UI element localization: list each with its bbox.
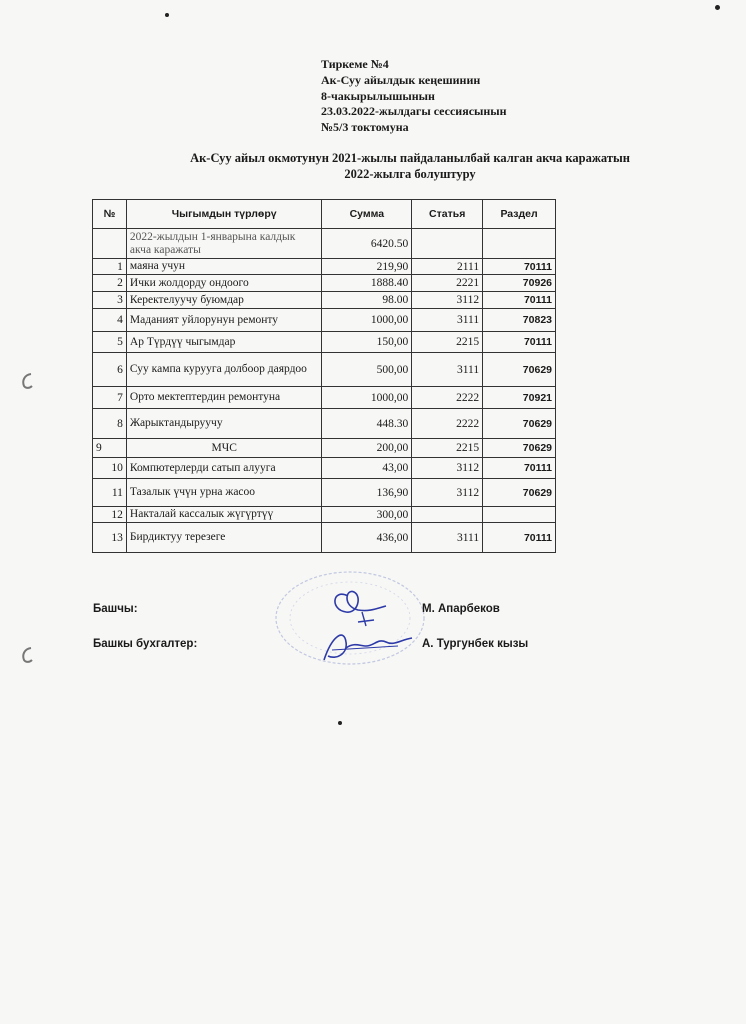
cell-section: 70111 [483, 259, 556, 275]
scan-speck [165, 13, 169, 17]
table-row [93, 409, 556, 439]
cell-sum: 6420.50 [322, 229, 412, 259]
cell-no: 2 [93, 275, 127, 292]
cell-article: 2215 [412, 332, 483, 353]
cell-section: 70629 [483, 409, 556, 439]
table-row [93, 523, 556, 553]
table-header-row [93, 200, 556, 229]
cell-sum: 219,90 [322, 259, 412, 275]
cell-section: 70629 [483, 353, 556, 387]
punch-hole-mark-icon [20, 646, 34, 664]
cell-no: 1 [93, 259, 127, 275]
document-title [95, 150, 725, 182]
cell-type: Керектелуучу буюмдар [126, 292, 322, 309]
cell-sum: 1888.40 [322, 275, 412, 292]
table-row [93, 479, 556, 507]
cell-sum: 43,00 [322, 458, 412, 479]
head-name: М. Апарбеков [422, 603, 500, 615]
column-header-no: № [93, 200, 127, 229]
document-title-line-1: Ак-Суу айыл окмотунун 2021-жылы пайдаланылбай калган акча каражатын [190, 151, 630, 165]
cell-section: 70111 [483, 523, 556, 553]
cell-sum: 150,00 [322, 332, 412, 353]
cell-type: маяна учун [126, 259, 322, 275]
cell-no: 6 [93, 353, 127, 387]
cell-no: 13 [93, 523, 127, 553]
cell-sum: 436,00 [322, 523, 412, 553]
cell-type: Маданият уйлорунун ремонту [126, 309, 322, 332]
cell-article: 2215 [412, 439, 483, 458]
cell-type: Бирдиктуу терезеге [126, 523, 322, 553]
allocation-table [92, 199, 556, 553]
cell-section: 70823 [483, 309, 556, 332]
cell-no: 4 [93, 309, 127, 332]
cell-type: МЧС [126, 439, 322, 458]
cell-section: 70629 [483, 479, 556, 507]
cell-type: 2022-жылдын 1-январына калдык акча каражаты [126, 229, 322, 259]
cell-sum: 200,00 [322, 439, 412, 458]
cell-no: 3 [93, 292, 127, 309]
scan-speck [715, 5, 720, 10]
column-header-type: Чыгымдын түрлөрү [126, 200, 322, 229]
cell-sum: 136,90 [322, 479, 412, 507]
council-name: Ак-Суу айылдык кеңешинин [321, 72, 481, 87]
table-row [93, 292, 556, 309]
cell-article: 3111 [412, 523, 483, 553]
column-header-article: Статья [412, 200, 483, 229]
cell-no: 5 [93, 332, 127, 353]
column-header-sum: Сумма [322, 200, 412, 229]
cell-article: 2222 [412, 409, 483, 439]
cell-section: 70111 [483, 332, 556, 353]
table-row [93, 229, 556, 259]
cell-section: 70926 [483, 275, 556, 292]
cell-no: 11 [93, 479, 127, 507]
cell-no: 10 [93, 458, 127, 479]
table-row [93, 439, 556, 458]
head-label: Башчы: [93, 603, 138, 615]
cell-sum: 500,00 [322, 353, 412, 387]
cell-article: 2222 [412, 387, 483, 409]
cell-sum: 1000,00 [322, 387, 412, 409]
cell-type: Накталай кассалык жүгүртүү [126, 507, 322, 523]
cell-article: 3111 [412, 309, 483, 332]
cell-article [412, 229, 483, 259]
table-row [93, 353, 556, 387]
cell-article: 3112 [412, 479, 483, 507]
cell-type: Орто мектептердин ремонтуна [126, 387, 322, 409]
table-row [93, 259, 556, 275]
cell-type: Ички жолдорду ондоого [126, 275, 322, 292]
convocation: 8-чакырылышынын [321, 88, 435, 103]
cell-type: Компютерлерди сатып алууга [126, 458, 322, 479]
annex-header [321, 57, 621, 136]
table-row [93, 309, 556, 332]
cell-article: 3112 [412, 292, 483, 309]
resolution-number: №5/3 токтомуна [321, 120, 409, 135]
table-row [93, 387, 556, 409]
cell-no [93, 229, 127, 259]
cell-no: 7 [93, 387, 127, 409]
document-title-line-2: 2022-жылга болуштуру [344, 167, 476, 181]
cell-no: 8 [93, 409, 127, 439]
table-row [93, 332, 556, 353]
cell-sum: 300,00 [322, 507, 412, 523]
cell-article: 3112 [412, 458, 483, 479]
cell-article: 2111 [412, 259, 483, 275]
accountant-label: Башкы бухгалтер: [93, 638, 198, 650]
cell-section [483, 229, 556, 259]
cell-sum: 448.30 [322, 409, 412, 439]
cell-article [412, 507, 483, 523]
cell-no: 12 [93, 507, 127, 523]
cell-sum: 1000,00 [322, 309, 412, 332]
column-header-section: Раздел [483, 200, 556, 229]
cell-article: 2221 [412, 275, 483, 292]
table-row [93, 507, 556, 523]
cell-section [483, 507, 556, 523]
cell-no: 9 [93, 439, 127, 458]
cell-article: 3111 [412, 353, 483, 387]
cell-section: 70629 [483, 439, 556, 458]
cell-sum: 98.00 [322, 292, 412, 309]
cell-section: 70921 [483, 387, 556, 409]
table-row [93, 275, 556, 292]
session-date: 23.03.2022-жылдагы сессиясынын [321, 104, 507, 119]
punch-hole-mark-icon [20, 372, 34, 390]
accountant-name: А. Тургунбек кызы [422, 638, 529, 650]
annex-number: Тиркеме №4 [321, 57, 389, 71]
cell-type: Суу кампа курууга долбоор даярдоо [126, 353, 322, 387]
cell-section: 70111 [483, 458, 556, 479]
cell-section: 70111 [483, 292, 556, 309]
scan-speck [338, 721, 342, 725]
cell-type: Жарыктандыруучу [126, 409, 322, 439]
official-stamp-and-signatures [262, 566, 432, 678]
cell-type: Ар Түрдүү чыгымдар [126, 332, 322, 353]
table-row [93, 458, 556, 479]
cell-type: Тазалык үчүн урна жасоо [126, 479, 322, 507]
